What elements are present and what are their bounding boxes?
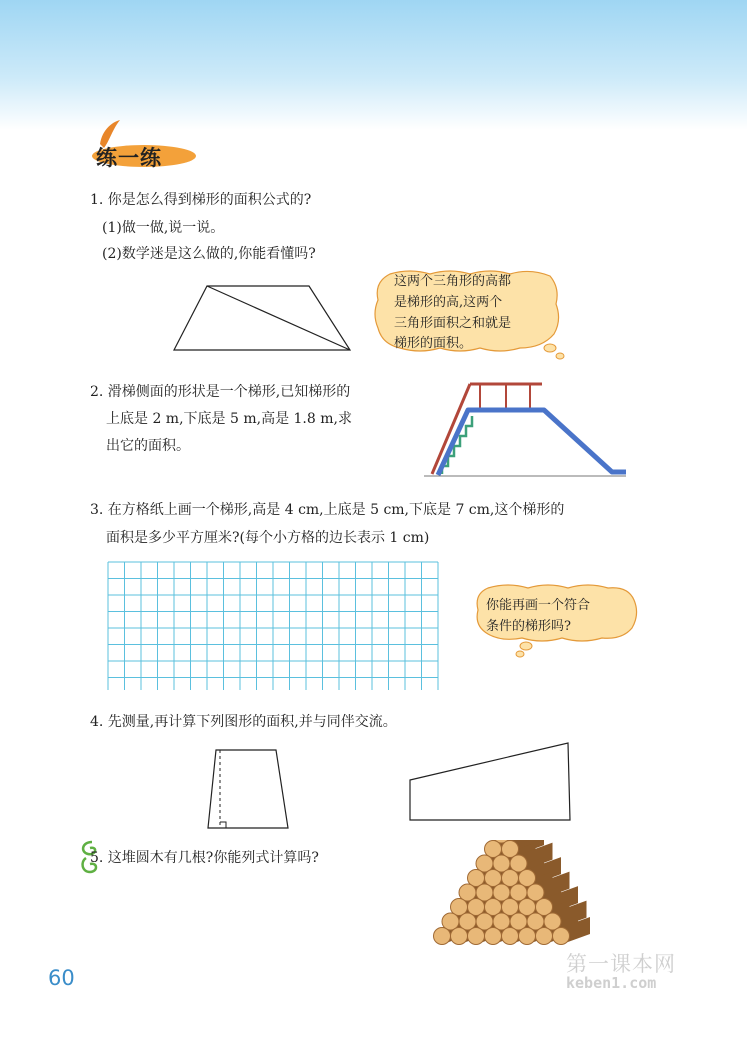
watermark-url: keben1.com	[566, 974, 657, 992]
section-title: 练一练	[96, 146, 162, 170]
q1-bubble-line2: 是梯形的高,这两个	[394, 295, 503, 310]
log-end	[485, 928, 502, 945]
page-number: 60	[48, 966, 75, 990]
q4-right-trapezoid	[406, 740, 572, 824]
q1-bubble-line3: 三角形面积之和就是	[394, 316, 512, 331]
q1-sub2: (2)数学迷是这么做的,你能看懂吗?	[102, 246, 316, 262]
log-end	[468, 928, 485, 945]
q1-trapezoid-figure	[170, 282, 355, 354]
q1-bubble-line4: 梯形的面积。	[394, 336, 473, 351]
q1-sub1: (1)做一做,说一说。	[102, 220, 225, 236]
slide-figure	[420, 378, 632, 480]
log-end	[434, 928, 451, 945]
q3-line1: 3. 在方格纸上画一个梯形,高是 4 cm,上底是 5 cm,下底是 7 cm,这个梯形的	[90, 502, 565, 518]
q1-text: 1. 你是怎么得到梯形的面积公式的?	[90, 192, 312, 208]
log-end	[502, 928, 519, 945]
q1-bubble-line1: 这两个三角形的高都	[394, 274, 512, 289]
q3-line2: 面积是多少平方厘米?(每个小方格的边长表示 1 cm)	[106, 530, 430, 546]
log-end	[536, 928, 553, 945]
grid-paper	[106, 560, 442, 690]
q5-text: 5. 这堆圆木有几根?你能列式计算吗?	[90, 850, 319, 866]
log-end	[553, 928, 570, 945]
q2-line3: 出它的面积。	[106, 438, 190, 454]
q2-line2: 上底是 2 m,下底是 5 m,高是 1.8 m,求	[106, 411, 352, 427]
q3-bubble-line1: 你能再画一个符合	[486, 598, 591, 613]
watermark-title: 第一课本网	[566, 952, 676, 976]
log-end	[451, 928, 468, 945]
q4-text: 4. 先测量,再计算下列图形的面积,并与同伴交流。	[90, 714, 397, 730]
log-end	[519, 928, 536, 945]
q4-trapezoid-vertical	[200, 746, 294, 832]
log-pile-figure	[430, 840, 590, 948]
header-band	[0, 0, 747, 130]
q3-bubble-line2: 条件的梯形吗?	[486, 619, 571, 634]
q2-line1: 2. 滑梯侧面的形状是一个梯形,已知梯形的	[90, 384, 351, 400]
